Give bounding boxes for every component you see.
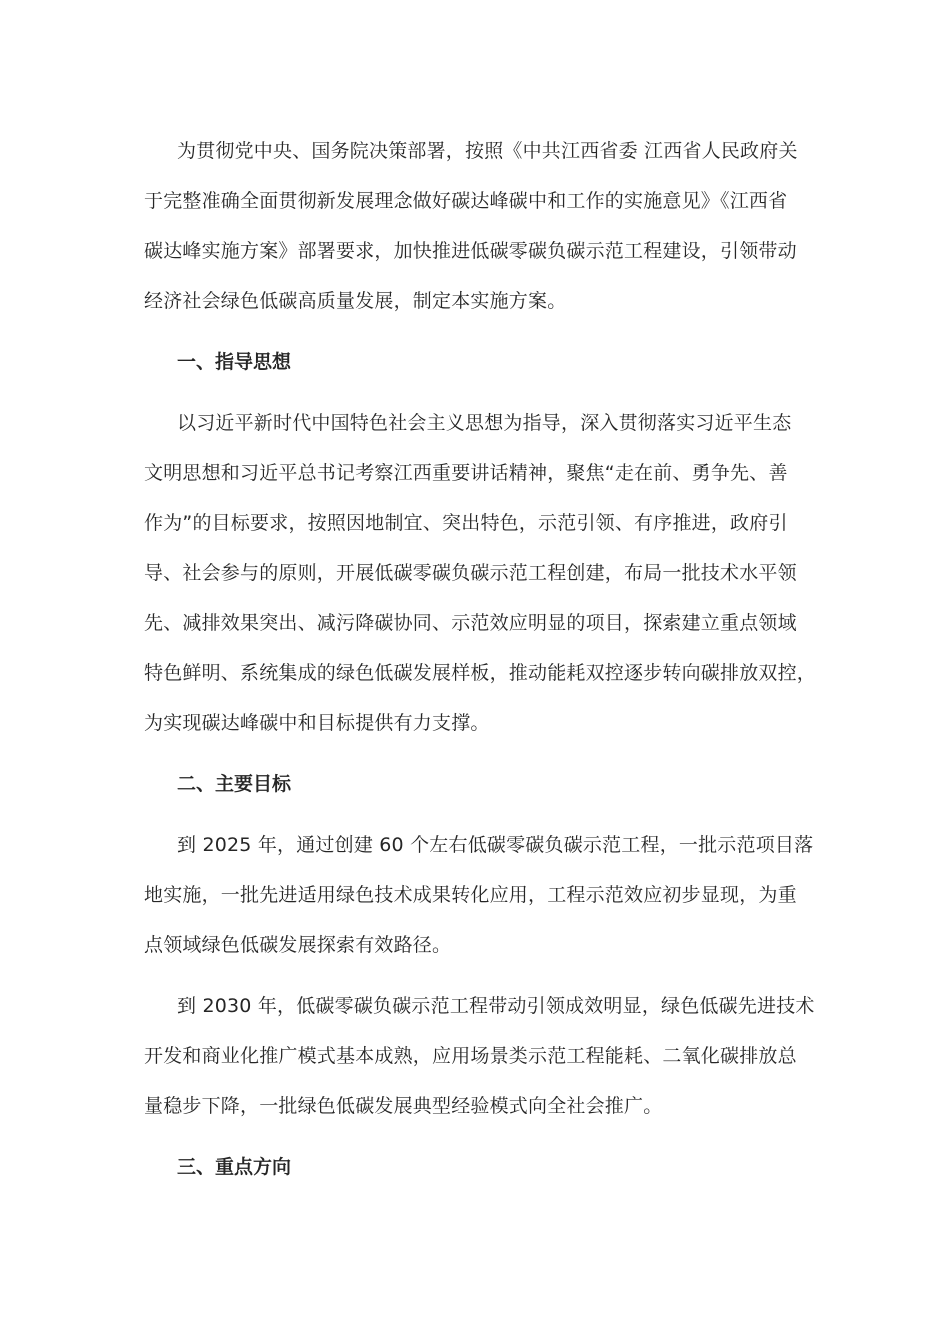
- text-line: 碳达峰实施方案》部署要求，加快推进低碳零碳负碳示范工程建设，引领带动: [144, 240, 797, 262]
- section-heading-key-directions: 三、重点方向: [177, 1156, 292, 1178]
- text-line: 地实施，一批先进适用绿色技术成果转化应用，工程示范效应初步显现，为重: [144, 884, 797, 906]
- section-heading-guiding-ideology: 一、指导思想: [177, 351, 292, 373]
- text-line: 量稳步下降，一批绿色低碳发展典型经验模式向全社会推广。: [144, 1095, 663, 1117]
- text-line: 以习近平新时代中国特色社会主义思想为指导，深入贯彻落实习近平生态: [177, 412, 792, 434]
- guiding-ideology-paragraph: [144, 398, 834, 748]
- text-line: 为贯彻党中央、国务院决策部署，按照《中共江西省委 江西省人民政府关: [177, 140, 798, 162]
- intro-paragraph: [144, 126, 834, 326]
- text-line: 为实现碳达峰碳中和目标提供有力支撑。: [144, 712, 490, 734]
- document-body: [144, 126, 834, 1203]
- text-line: 开发和商业化推广模式基本成熟，应用场景类示范工程能耗、二氧化碳排放总: [144, 1045, 797, 1067]
- section-heading-main-goals: 二、主要目标: [177, 773, 292, 795]
- text-line: 导、社会参与的原则，开展低碳零碳负碳示范工程创建，布局一批技术水平领: [144, 562, 797, 584]
- text-line: 到 2025 年，通过创建 60 个左右低碳零碳负碳示范工程，一批示范项目落: [177, 834, 814, 856]
- goals-2025-paragraph: [144, 820, 834, 970]
- text-line: 特色鲜明、系统集成的绿色低碳发展样板，推动能耗双控逐步转向碳排放双控，: [144, 662, 817, 684]
- text-line: 到 2030 年，低碳零碳负碳示范工程带动引领成效明显，绿色低碳先进技术: [177, 995, 815, 1017]
- text-line: 经济社会绿色低碳高质量发展，制定本实施方案。: [144, 290, 567, 312]
- text-line: 文明思想和习近平总书记考察江西重要讲话精神，聚焦“走在前、勇争先、善: [144, 462, 788, 484]
- text-line: 作为”的目标要求，按照因地制宜、突出特色，示范引领、有序推进，政府引: [144, 512, 788, 534]
- text-line: 于完整准确全面贯彻新发展理念做好碳达峰碳中和工作的实施意见》《江西省: [144, 190, 788, 212]
- text-line: 先、减排效果突出、减污降碳协同、示范效应明显的项目，探索建立重点领域: [144, 612, 797, 634]
- text-line: 点领域绿色低碳发展探索有效路径。: [144, 934, 452, 956]
- goals-2030-paragraph: [144, 981, 834, 1131]
